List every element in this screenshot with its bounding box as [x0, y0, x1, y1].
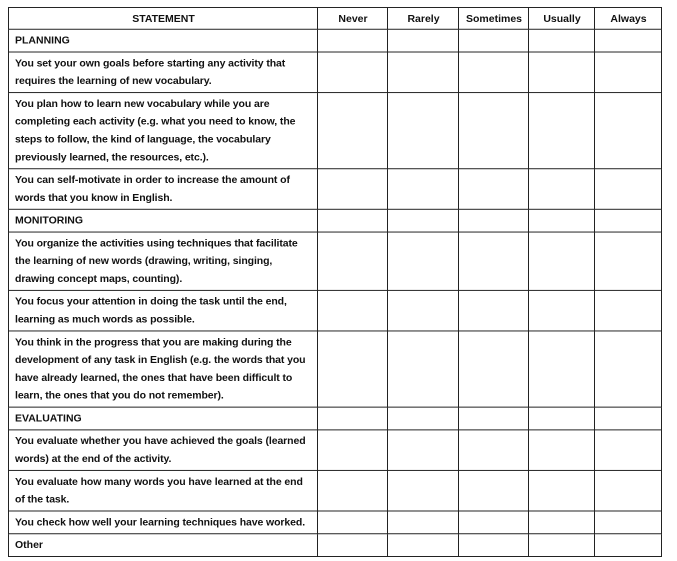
rating-cell: [459, 407, 529, 430]
section-title: MONITORING: [9, 209, 318, 232]
rating-cell: [318, 209, 388, 232]
section-row-evaluating: [9, 407, 662, 430]
rating-cell: [529, 407, 595, 430]
rating-cell-always[interactable]: [595, 430, 662, 471]
rating-cell-never[interactable]: [318, 52, 388, 93]
section-row-monitoring: [9, 209, 662, 232]
rating-cell-rarely[interactable]: [388, 52, 459, 93]
rating-cell-never[interactable]: [318, 430, 388, 471]
rating-cell: [459, 29, 529, 52]
rating-cell-usually[interactable]: [529, 169, 595, 210]
statement-text: You think in the progress that you are making during the development of any task in English (e.g. the words that you have already learned, the ones that have been difficult to learn, the ones that you do not remember).: [9, 331, 318, 407]
statement-row: [9, 331, 662, 407]
rating-cell: [388, 29, 459, 52]
header-statement: STATEMENT: [9, 7, 318, 29]
header-usually: Usually: [529, 7, 595, 29]
statement-row: [9, 470, 662, 511]
rating-cell-rarely[interactable]: [388, 290, 459, 331]
statement-text: You check how well your learning techniques have worked.: [9, 511, 318, 534]
rating-cell: [318, 29, 388, 52]
rating-cell-never[interactable]: [318, 534, 388, 557]
statement-text: You focus your attention in doing the task until the end, learning as much words as possible.: [9, 290, 318, 331]
rating-cell-always[interactable]: [595, 331, 662, 407]
rating-cell-usually[interactable]: [529, 470, 595, 511]
rating-cell-usually[interactable]: [529, 93, 595, 169]
rating-cell: [595, 209, 662, 232]
rating-cell-rarely[interactable]: [388, 93, 459, 169]
rating-cell-usually[interactable]: [529, 430, 595, 471]
statement-row: [9, 232, 662, 290]
header-row: [9, 7, 662, 29]
rating-cell-never[interactable]: [318, 232, 388, 290]
rating-cell-always[interactable]: [595, 290, 662, 331]
rating-cell-rarely[interactable]: [388, 232, 459, 290]
statement-row: [9, 290, 662, 331]
rating-cell-sometimes[interactable]: [459, 331, 529, 407]
rating-cell-usually[interactable]: [529, 331, 595, 407]
statement-text: You plan how to learn new vocabulary while you are completing each activity (e.g. what you need to know, the steps to follow, the kind of language, the vocabulary previously learned, the resources, etc.).: [9, 93, 318, 169]
rating-cell: [529, 209, 595, 232]
header-sometimes: Sometimes: [459, 7, 529, 29]
rating-cell-always[interactable]: [595, 470, 662, 511]
rating-cell-sometimes[interactable]: [459, 470, 529, 511]
rating-cell-always[interactable]: [595, 169, 662, 210]
rating-cell-rarely[interactable]: [388, 331, 459, 407]
rating-cell-sometimes[interactable]: [459, 290, 529, 331]
rating-cell: [595, 407, 662, 430]
statement-row: [9, 93, 662, 169]
rating-cell-never[interactable]: [318, 290, 388, 331]
rating-cell-rarely[interactable]: [388, 511, 459, 534]
statement-text: You organize the activities using techniques that facilitate the learning of new words (drawing, writing, singing, drawing concept maps, counting).: [9, 232, 318, 290]
header-never: Never: [318, 7, 388, 29]
statement-text: You set your own goals before starting any activity that requires the learning of new vocabulary.: [9, 52, 318, 93]
other-row: [9, 534, 662, 557]
rating-cell-always[interactable]: [595, 232, 662, 290]
header-rarely: Rarely: [388, 7, 459, 29]
rating-cell: [529, 29, 595, 52]
rating-cell-never[interactable]: [318, 93, 388, 169]
rating-cell-rarely[interactable]: [388, 430, 459, 471]
rating-cell-usually[interactable]: [529, 232, 595, 290]
rating-cell-sometimes[interactable]: [459, 169, 529, 210]
other-label: Other: [9, 534, 318, 557]
rating-cell-never[interactable]: [318, 331, 388, 407]
rating-cell: [459, 209, 529, 232]
rating-cell-rarely[interactable]: [388, 169, 459, 210]
rating-cell-sometimes[interactable]: [459, 511, 529, 534]
rating-cell-sometimes[interactable]: [459, 52, 529, 93]
rating-cell-usually[interactable]: [529, 52, 595, 93]
rating-cell: [318, 407, 388, 430]
section-row-planning: [9, 29, 662, 52]
rating-cell-never[interactable]: [318, 511, 388, 534]
rating-cell-sometimes[interactable]: [459, 534, 529, 557]
rating-cell-sometimes[interactable]: [459, 430, 529, 471]
statement-text: You evaluate whether you have achieved the goals (learned words) at the end of the activity.: [9, 430, 318, 471]
section-title: PLANNING: [9, 29, 318, 52]
rating-cell-always[interactable]: [595, 511, 662, 534]
rating-cell-sometimes[interactable]: [459, 93, 529, 169]
survey-table: [8, 7, 662, 557]
rating-cell-rarely[interactable]: [388, 534, 459, 557]
rating-cell-always[interactable]: [595, 534, 662, 557]
header-always: Always: [595, 7, 662, 29]
statement-text: You evaluate how many words you have learned at the end of the task.: [9, 470, 318, 511]
rating-cell-never[interactable]: [318, 169, 388, 210]
survey-body: [9, 29, 662, 556]
rating-cell-never[interactable]: [318, 470, 388, 511]
statement-row: [9, 52, 662, 93]
rating-cell-usually[interactable]: [529, 511, 595, 534]
statement-row: [9, 511, 662, 534]
statement-text: You can self-motivate in order to increase the amount of words that you know in English.: [9, 169, 318, 210]
rating-cell: [388, 209, 459, 232]
rating-cell-always[interactable]: [595, 93, 662, 169]
statement-row: [9, 169, 662, 210]
rating-cell-rarely[interactable]: [388, 470, 459, 511]
section-title: EVALUATING: [9, 407, 318, 430]
rating-cell-sometimes[interactable]: [459, 232, 529, 290]
rating-cell-always[interactable]: [595, 52, 662, 93]
rating-cell: [595, 29, 662, 52]
rating-cell: [388, 407, 459, 430]
statement-row: [9, 430, 662, 471]
rating-cell-usually[interactable]: [529, 534, 595, 557]
rating-cell-usually[interactable]: [529, 290, 595, 331]
